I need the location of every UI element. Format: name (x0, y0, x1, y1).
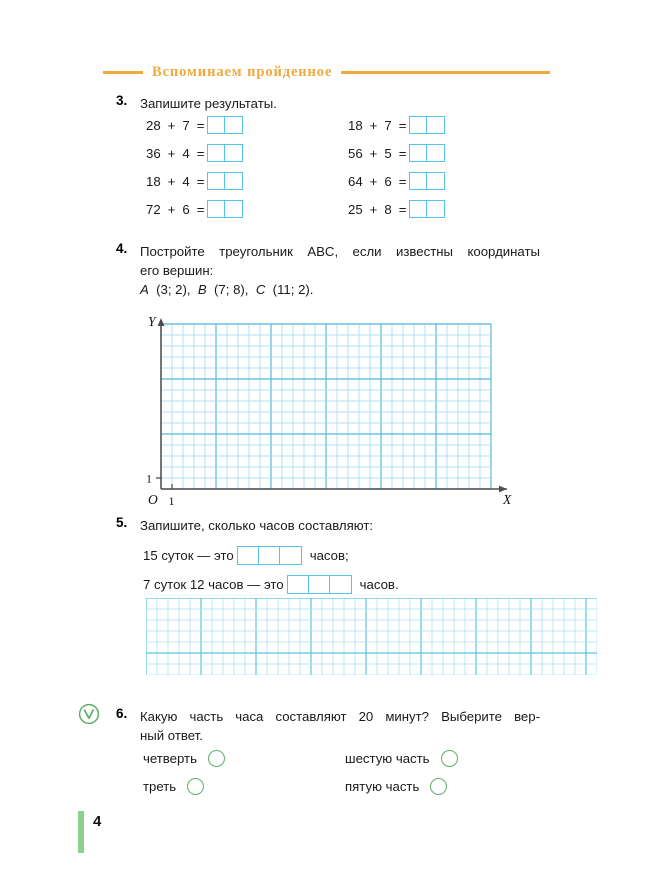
vertex-b-coords: (7; 8), (214, 282, 249, 297)
option-label: треть (143, 779, 177, 794)
operand-left: 36 (146, 145, 161, 161)
operand-right: 4 (182, 173, 190, 189)
task-6-number: 6. (116, 706, 128, 721)
answer-box[interactable] (207, 116, 243, 134)
equals-sign: = (196, 145, 205, 161)
answer-cell[interactable] (259, 547, 280, 564)
equation-row (146, 200, 243, 218)
work-grid-svg (146, 598, 597, 675)
answer-cell[interactable] (410, 145, 427, 161)
radio-button[interactable] (430, 778, 447, 795)
coordinate-plane[interactable] (139, 312, 512, 508)
answer-cell[interactable] (288, 576, 309, 593)
equals-sign: = (398, 201, 407, 217)
task-5-line-1 (143, 546, 349, 565)
task-5-line-2-before: 7 суток 12 часов — это (143, 577, 284, 592)
equals-sign: = (196, 117, 205, 133)
answer-box[interactable] (409, 116, 445, 134)
header-rule-left (103, 71, 143, 74)
section-title: Вспоминаем пройденное (152, 63, 333, 80)
task-4-number: 4. (116, 241, 128, 256)
equation-row (348, 144, 445, 162)
operand-right: 4 (182, 145, 190, 161)
operator: + (369, 117, 378, 133)
operand-left: 56 (348, 145, 363, 161)
answer-cell[interactable] (208, 173, 225, 189)
equals-sign: = (398, 173, 407, 189)
operand-right: 5 (384, 145, 392, 161)
operator: + (167, 117, 176, 133)
task-5-prompt: Запишите, сколько часов составляют: (140, 518, 374, 533)
answer-cell[interactable] (225, 117, 242, 133)
svg-text:1: 1 (168, 494, 175, 508)
svg-text:1: 1 (146, 471, 152, 486)
task-6-line-2: ный ответ. (140, 728, 203, 743)
answer-cell[interactable] (208, 117, 225, 133)
radio-button[interactable] (441, 750, 458, 767)
equation-row (348, 116, 445, 134)
answer-cell[interactable] (225, 201, 242, 217)
answer-cell[interactable] (309, 576, 330, 593)
task-6-line-1: Какую часть часа составляют 20 минут? Выберите вер- (140, 709, 540, 724)
operand-right: 6 (182, 201, 190, 217)
operand-left: 64 (348, 173, 363, 189)
answer-cell[interactable] (280, 547, 301, 564)
task-5-number: 5. (116, 515, 128, 530)
equals-sign: = (398, 145, 407, 161)
equals-sign: = (196, 201, 205, 217)
svg-text:O: O (148, 492, 158, 507)
operator: + (167, 201, 176, 217)
equation-row (146, 116, 243, 134)
answer-cell[interactable] (225, 145, 242, 161)
option-quarter[interactable] (143, 750, 225, 767)
operator: + (369, 145, 378, 161)
answer-box[interactable] (207, 172, 243, 190)
answer-box[interactable] (237, 546, 302, 565)
option-label: шестую часть (345, 751, 430, 766)
operator: + (369, 173, 378, 189)
answer-box[interactable] (409, 144, 445, 162)
task-3-number: 3. (116, 93, 128, 108)
equation-row (146, 144, 243, 162)
option-fifth[interactable] (345, 778, 447, 795)
operand-right: 7 (182, 117, 190, 133)
equation-row (348, 200, 445, 218)
vertex-c-coords: (11; 2). (272, 282, 314, 297)
coordinate-grid (139, 312, 517, 515)
answer-cell[interactable] (427, 201, 444, 217)
task-5-line-2 (143, 575, 399, 594)
svg-text:Y: Y (148, 314, 156, 329)
equation-row (146, 172, 243, 190)
answer-cell[interactable] (238, 547, 259, 564)
operand-left: 72 (146, 201, 161, 217)
answer-box[interactable] (207, 200, 243, 218)
operand-left: 18 (146, 173, 161, 189)
task-4-vertices (140, 280, 540, 299)
answer-cell[interactable] (225, 173, 242, 189)
work-grid[interactable] (146, 598, 597, 678)
equals-sign: = (196, 173, 205, 189)
operand-right: 7 (384, 117, 392, 133)
answer-cell[interactable] (330, 576, 351, 593)
answer-box[interactable] (287, 575, 352, 594)
answer-cell[interactable] (410, 201, 427, 217)
option-label: пятую часть (345, 779, 420, 794)
answer-box[interactable] (409, 172, 445, 190)
svg-text:X: X (503, 492, 512, 507)
operand-right: 6 (384, 173, 392, 189)
operator: + (369, 201, 378, 217)
task-5-line-1-after: часов; (309, 548, 349, 563)
header-rule-right (341, 71, 550, 74)
radio-button[interactable] (208, 750, 225, 767)
operand-left: 18 (348, 117, 363, 133)
section-header (103, 62, 550, 82)
page-accent-bar (78, 811, 84, 853)
option-sixth[interactable] (345, 750, 458, 767)
operand-left: 25 (348, 201, 363, 217)
task-4-line-1: Постройте треугольник ABC, если известны координаты (140, 244, 540, 259)
option-label: четверть (143, 751, 197, 766)
answer-box[interactable] (409, 200, 445, 218)
answer-cell[interactable] (410, 173, 427, 189)
answer-cell[interactable] (427, 117, 444, 133)
vertex-b-label: B (197, 282, 207, 297)
task-5-line-1-before: 15 суток — это (143, 548, 234, 563)
answer-cell[interactable] (410, 117, 427, 133)
operand-right: 8 (384, 201, 392, 217)
vertex-a-label: A (140, 282, 149, 297)
task-3-prompt: Запишите результаты. (140, 96, 277, 111)
vertex-a-coords: (3; 2), (156, 282, 191, 297)
check-circle-icon (78, 703, 100, 725)
operator: + (167, 145, 176, 161)
answer-box[interactable] (207, 144, 243, 162)
operand-left: 28 (146, 117, 161, 133)
answer-cell[interactable] (208, 201, 225, 217)
page-number: 4 (93, 813, 102, 830)
answer-cell[interactable] (427, 145, 444, 161)
equals-sign: = (398, 117, 407, 133)
vertex-c-label: C (255, 282, 266, 297)
task-4-line-2: его вершин: (140, 263, 214, 278)
answer-cell[interactable] (208, 145, 225, 161)
answer-cell[interactable] (427, 173, 444, 189)
radio-button[interactable] (187, 778, 204, 795)
operator: + (167, 173, 176, 189)
task-5-line-2-after: часов. (359, 577, 399, 592)
equation-row (348, 172, 445, 190)
option-third[interactable] (143, 778, 204, 795)
